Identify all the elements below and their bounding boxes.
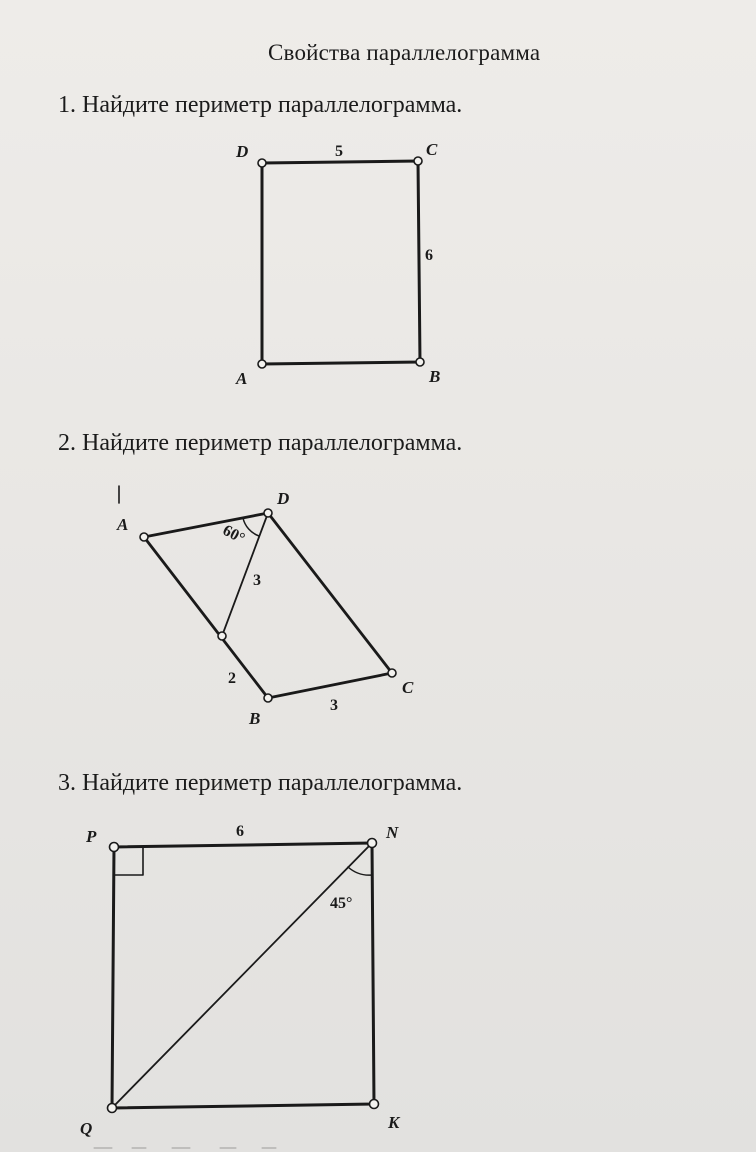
task-1-text: 1. Найдите периметр параллелограмма.	[58, 92, 463, 118]
figure-1-vertex-d	[258, 159, 266, 167]
figure-1-vertex-a	[258, 360, 266, 368]
figure-2-parallelogram	[116, 486, 414, 728]
figure-2-vertex-a	[140, 533, 148, 541]
figure-3-vertex-k	[370, 1100, 379, 1109]
figure-2-lower-ab-label: 2	[228, 670, 236, 687]
figure-3-label-k: K	[388, 1113, 400, 1132]
figure-3-right-angle-mark	[114, 847, 143, 875]
figure-2-vertex-c	[388, 669, 396, 677]
figure-1-side-cb: 6	[425, 247, 433, 264]
figure-1-label-a: A	[236, 369, 248, 388]
figure-2-label-a: A	[117, 515, 129, 534]
figure-2-label-b: B	[249, 709, 261, 728]
figure-1-parallelogram	[235, 140, 440, 388]
figure-2-outline	[144, 513, 392, 698]
figure-3-parallelogram	[80, 823, 401, 1138]
figure-1-outline	[262, 161, 420, 364]
figure-2-bc-label: 3	[330, 697, 338, 714]
figure-2-label-d: D	[277, 489, 290, 508]
figure-3-vertex-n	[368, 839, 377, 848]
figure-3-pn-label: 6	[236, 823, 244, 840]
figure-1-vertex-c	[414, 157, 422, 165]
figure-2-angle-label: 60°	[219, 521, 248, 548]
figure-2-point-e	[218, 632, 226, 640]
figure-1-label-b: B	[429, 367, 441, 386]
figure-3-angle-label: 45°	[330, 895, 353, 912]
figure-3-label-p: P	[86, 827, 97, 846]
figure-3-label-n: N	[386, 823, 399, 842]
figure-2-label-c: C	[402, 678, 414, 697]
figure-3-vertex-q	[108, 1104, 117, 1113]
figure-3-angle-arc	[348, 867, 372, 875]
figure-2-vertex-b	[264, 694, 272, 702]
task-2-text: 2. Найдите периметр параллелограмма.	[58, 430, 463, 456]
figure-3-label-q: Q	[80, 1119, 93, 1138]
figure-1-side-dc: 5	[335, 143, 343, 160]
figure-1-label-d: D	[236, 142, 249, 161]
figure-2-segment-label: 3	[253, 572, 261, 589]
page-title: Свойства параллелограмма	[268, 40, 541, 65]
figure-1-vertex-b	[416, 358, 424, 366]
figure-3-vertex-p	[110, 843, 119, 852]
task-3-text: 3. Найдите периметр параллелограмма.	[58, 770, 463, 796]
figure-2-vertex-d	[264, 509, 272, 517]
figure-3-diagonal-qn	[112, 843, 372, 1108]
figure-1-label-c: C	[426, 140, 438, 159]
